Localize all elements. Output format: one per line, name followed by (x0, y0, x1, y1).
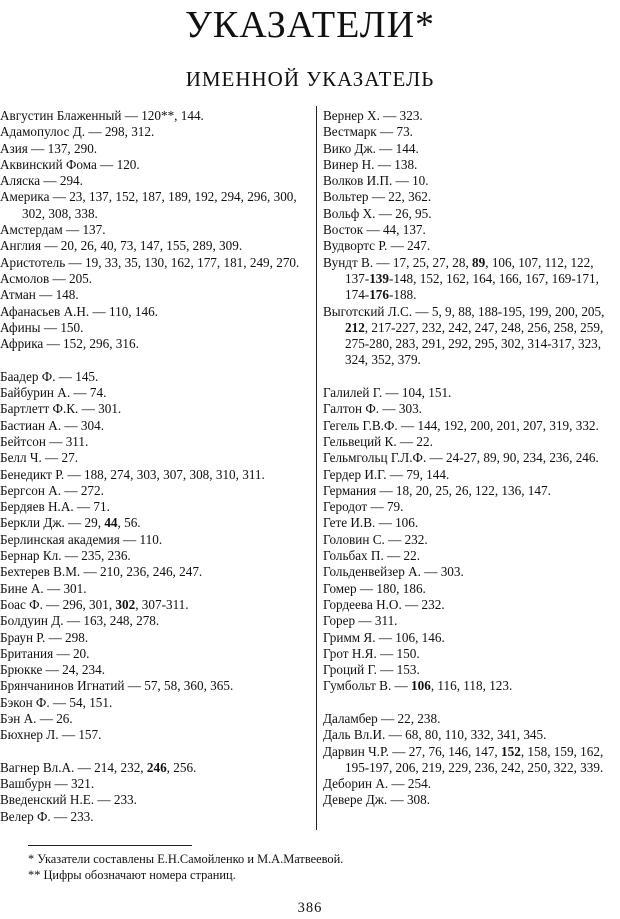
page-number: 386 (297, 900, 323, 916)
index-entry: Брюкке — 24, 234. (0, 662, 105, 678)
index-entry: Вико Дж. — 144. (323, 140, 419, 156)
index-entry: Вольтер — 22, 362. (323, 189, 432, 205)
footnote: * Указатели составлены Е.Н.Самойленко и М.А.Матвеевой. (28, 852, 344, 866)
index-entry: Вашбурн — 321. (0, 776, 95, 792)
footnotes (28, 852, 343, 883)
index-entry: Бартлетт Ф.К. — 301. (0, 401, 122, 417)
page-title: УКАЗАТЕЛИ* (184, 4, 436, 46)
index-entry: Африка — 152, 296, 316. (0, 336, 139, 352)
index-entry: Британия — 20. (0, 645, 90, 661)
index-entry: Геродот — 79. (323, 499, 404, 515)
index-entry: Бехтерев В.М. — 210, 236, 246, 247. (0, 564, 203, 580)
index-entry: Бэн А. — 26. (0, 710, 73, 726)
index-entry: Гердер И.Г. — 79, 144. (323, 466, 450, 482)
index-entry: Бюхнер Л. — 157. (0, 727, 102, 743)
index-entry: Вудвортс Р. — 247. (323, 238, 431, 254)
index-entry: Вундт В. — 17, 25, 27, 28, 89, 106, 107, 112, 122, 137-139-148, 152, 162, 164, 166, 167, 169-171, 174-176-188. (323, 254, 599, 303)
index-entry: Гете И.В. — 106. (323, 515, 419, 531)
index-entry: Берлинская академия — 110. (0, 531, 163, 547)
index-entry: Волков И.П. — 10. (323, 173, 429, 189)
index-entry: Даламбер — 22, 238. (323, 710, 441, 726)
index-entry: Бернар Кл. — 235, 236. (0, 548, 131, 564)
index-column-left (0, 108, 314, 825)
index-entry: Августин Блаженный — 120**, 144. (0, 108, 204, 123)
index-entry: Галилей Г. — 104, 151. (323, 385, 452, 401)
index-entry: Гримм Я. — 106, 146. (323, 629, 445, 645)
index-entry: Гегель Г.В.Ф. — 144, 192, 200, 201, 207, 319, 332. (323, 417, 599, 433)
index-entry: Атман — 148. (0, 287, 79, 303)
index-entry: Азия — 137, 290. (0, 140, 98, 156)
letter-group-gap (323, 695, 619, 711)
index-entry: Беркли Дж. — 29, 44, 56. (0, 515, 141, 531)
index-entry: Грот Н.Я. — 150. (323, 645, 420, 661)
index-entry: Аляска — 294. (0, 173, 83, 189)
index-entry: Галтон Ф. — 303. (323, 401, 422, 417)
index-entry: Баадер Ф. — 145. (0, 368, 99, 384)
index-entry: Афанасьев А.Н. — 110, 146. (0, 303, 158, 319)
index-entry: Афины — 150. (0, 319, 84, 335)
index-entry: Амстердам — 137. (0, 222, 106, 238)
index-entry: Болдуин Д. — 163, 248, 278. (0, 613, 160, 629)
index-entry: Браун Р. — 298. (0, 629, 89, 645)
section-title: ИМЕННОЙ УКАЗАТЕЛЬ (185, 67, 435, 91)
index-entry: Байбурин А. — 74. (0, 385, 107, 401)
index-entry: Брянчанинов Игнатий — 57, 58, 360, 365. (0, 678, 234, 694)
index-entry: Восток — 44, 137. (323, 222, 426, 238)
index-entry: Бенедикт Р. — 188, 274, 303, 307, 308, 310, 311. (0, 466, 265, 482)
index-entry: Гомер — 180, 186. (323, 580, 426, 596)
index-entry: Аристотель — 19, 33, 35, 130, 162, 177, 181, 249, 270. (0, 254, 300, 270)
index-entry: Гольбах П. — 22. (323, 548, 421, 564)
index-entry: Велер Ф. — 233. (0, 808, 94, 824)
index-entry: Бине А. — 301. (0, 580, 87, 596)
index-entry: Деборин А. — 254. (323, 776, 431, 792)
index-entry: Головин С. — 232. (323, 531, 428, 547)
index-entry: Бейтсон — 311. (0, 433, 89, 449)
index-entry: Винер Н. — 138. (323, 156, 418, 172)
index-entry: Англия — 20, 26, 40, 73, 147, 155, 289, 309. (0, 238, 243, 254)
index-entry: Боас Ф. — 296, 301, 302, 307-311. (0, 596, 189, 612)
index-entry: Адамопулос Д. — 298, 312. (0, 124, 155, 140)
index-entry: Америка — 23, 137, 152, 187, 189, 192, 294, 296, 300, 302, 308, 338. (0, 189, 297, 221)
index-entry: Вестмарк — 73. (323, 124, 413, 140)
index-column-right (323, 108, 619, 809)
index-entry: Гельмгольц Г.Л.Ф. — 24-27, 89, 90, 234, 236, 246. (323, 450, 599, 466)
index-entry: Бердяев Н.А. — 71. (0, 499, 110, 515)
index-entry: Бэкон Ф. — 54, 151. (0, 694, 113, 710)
index-entry: Бастиан А. — 304. (0, 417, 104, 433)
index-entry: Белл Ч. — 27. (0, 450, 79, 466)
column-divider (316, 106, 317, 830)
index-entry: Введенский Н.Е. — 233. (0, 792, 137, 808)
index-entry: Гроций Г. — 153. (323, 662, 420, 678)
index-entry: Даль Вл.И. — 68, 80, 110, 332, 341, 345. (323, 727, 547, 743)
index-entry: Вагнер Вл.А. — 214, 232, 246, 256. (0, 759, 197, 775)
letter-group-gap (323, 369, 619, 385)
index-entry: Бергсон А. — 272. (0, 482, 104, 498)
index-entry: Гельвеций К. — 22. (323, 433, 433, 449)
footnote-rule (28, 845, 192, 846)
index-entry: Вернер Х. — 323. (323, 108, 423, 123)
index-entry: Гордеева Н.О. — 232. (323, 596, 445, 612)
letter-group-gap (0, 744, 306, 760)
index-entry: Гольденвейзер А. — 303. (323, 564, 464, 580)
index-entry: Выготский Л.С. — 5, 9, 88, 188-195, 199, 200, 205, 212, 217-227, 232, 242, 247, 248, 256, 258, 259, 275-280, 283, 291, 292, 295, 302, 314-317, 323, 324, 352, 379. (323, 303, 605, 368)
index-entry: Аквинский Фома — 120. (0, 156, 140, 172)
index-entry: Девере Дж. — 308. (323, 792, 431, 808)
index-entry: Германия — 18, 20, 25, 26, 122, 136, 147. (323, 482, 551, 498)
index-entry: Вольф Х. — 26, 95. (323, 205, 432, 221)
letter-group-gap (0, 352, 306, 368)
index-entry: Дарвин Ч.Р. — 27, 76, 146, 147, 152, 158, 159, 162, 195-197, 206, 219, 229, 236, 242, 250, 322, 339. (323, 743, 604, 775)
index-entry: Горер — 311. (323, 613, 398, 629)
footnote: ** Цифры обозначают номера страниц. (28, 867, 236, 882)
index-entry: Гумбольт В. — 106, 116, 118, 123. (323, 678, 513, 694)
index-entry: Асмолов — 205. (0, 270, 93, 286)
